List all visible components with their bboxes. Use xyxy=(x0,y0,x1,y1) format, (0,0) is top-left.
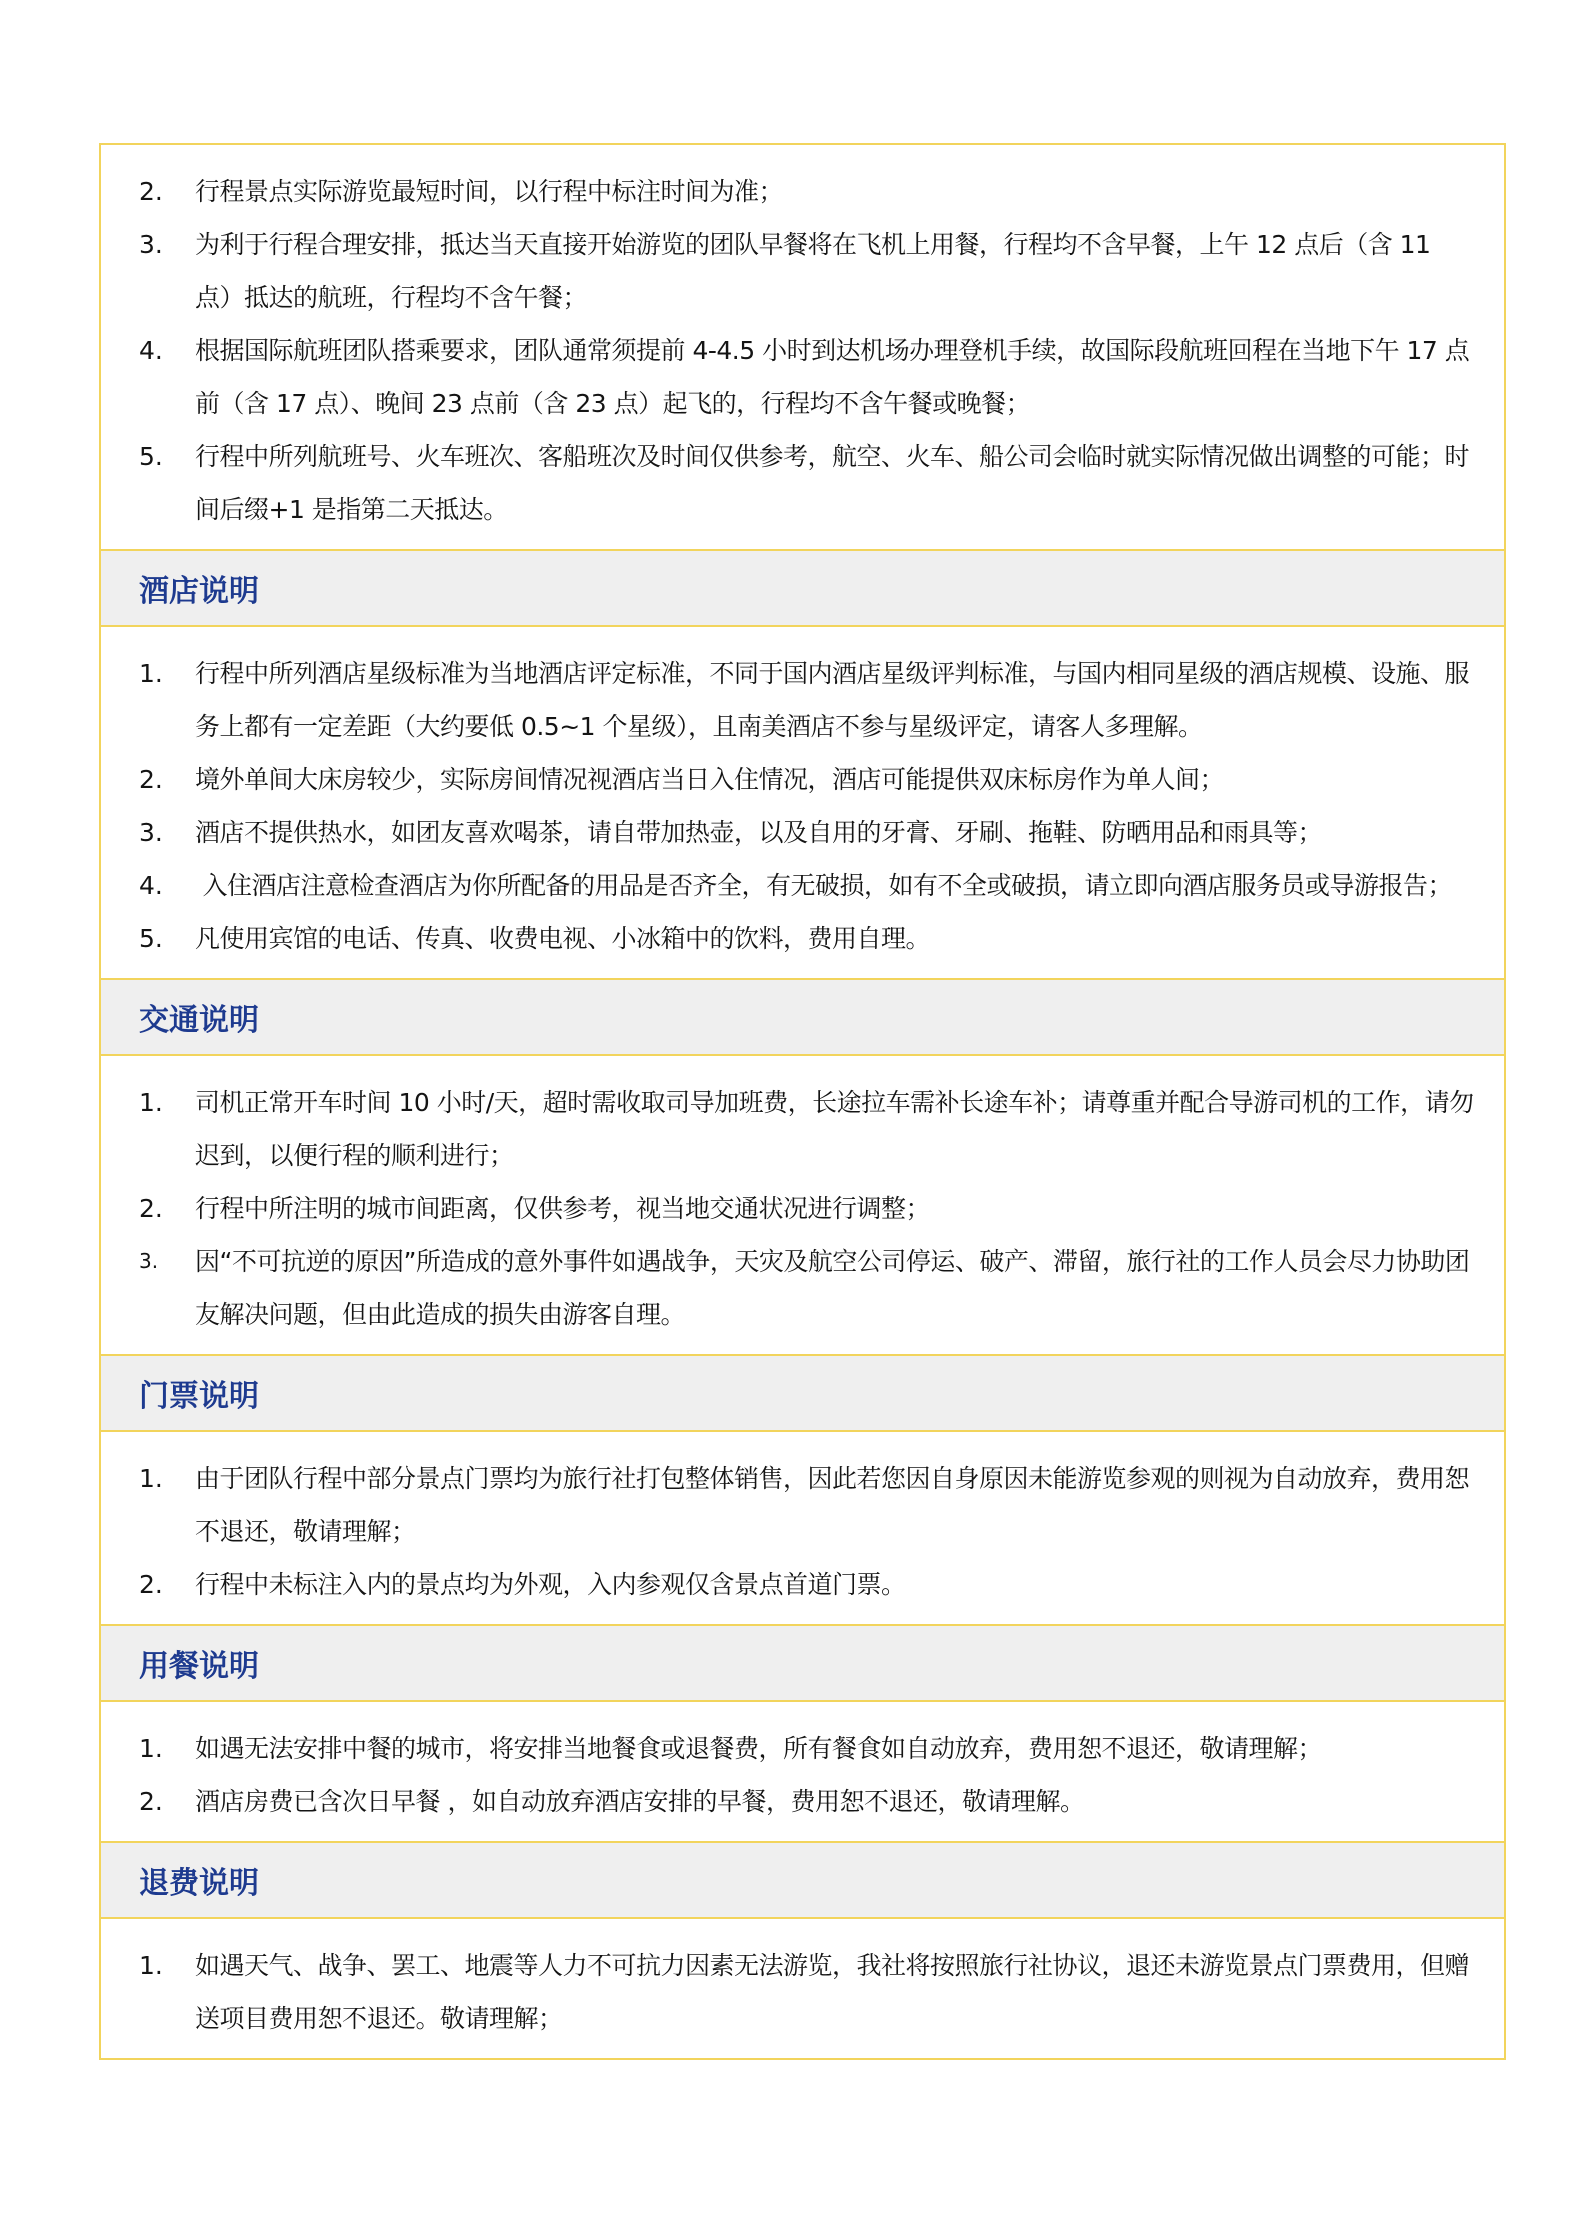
item-number: 3. xyxy=(139,1249,159,1273)
item-number: 4. xyxy=(139,871,163,900)
item-text: 行程中未标注入内的景点均为外观，入内参观仅含景点首道门票。 xyxy=(195,1570,906,1599)
refund-notes-body xyxy=(101,1919,1504,2058)
hotel-notes-body xyxy=(101,627,1504,980)
meal-notes-body xyxy=(101,1702,1504,1843)
list-item xyxy=(101,1452,1504,1558)
item-text: 行程中所注明的城市间距离，仅供参考，视当地交通状况进行调整； xyxy=(195,1194,931,1223)
notes-document xyxy=(99,143,1506,2060)
item-text: 为利于行程合理安排，抵达当天直接开始游览的团队早餐将在飞机上用餐，行程均不含早餐，上午 12 点后（含 11 点）抵达的航班，行程均不含午餐； xyxy=(195,230,1431,312)
list-item xyxy=(101,859,1504,912)
item-number: 2. xyxy=(139,1787,163,1816)
list-item xyxy=(101,1235,1504,1341)
item-text: 境外单间大床房较少，实际房间情况视酒店当日入住情况，酒店可能提供双床标房作为单人间； xyxy=(195,765,1225,794)
section-title: 用餐说明 xyxy=(139,1649,259,1684)
list-item xyxy=(101,647,1504,753)
item-text: 司机正常开车时间 10 小时/天，超时需收取司导加班费，长途拉车需补长途车补；请尊重并配合导游司机的工作，请勿迟到，以便行程的顺利进行； xyxy=(195,1088,1474,1170)
ticket-notes-body xyxy=(101,1432,1504,1626)
list-item xyxy=(101,1182,1504,1235)
section-header-transport xyxy=(101,980,1504,1056)
item-number: 1. xyxy=(139,1088,163,1117)
list-item xyxy=(101,1775,1504,1828)
item-number: 5. xyxy=(139,924,163,953)
list-item xyxy=(101,1722,1504,1775)
item-text: 如遇无法安排中餐的城市，将安排当地餐食或退餐费，所有餐食如自动放弃，费用恕不退还，敬请理解； xyxy=(195,1734,1323,1763)
item-number: 4. xyxy=(139,336,163,365)
item-text: 根据国际航班团队搭乘要求，团队通常须提前 4-4.5 小时到达机场办理登机手续，故国际段航班回程在当地下午 17 点前（含 17 点）、晚间 23 点前（含 23 点）起飞的，行程均不含午餐或晚餐； xyxy=(195,336,1470,418)
section-title: 交通说明 xyxy=(139,1003,259,1038)
item-number: 2. xyxy=(139,765,163,794)
list-item xyxy=(101,1558,1504,1611)
item-number: 2. xyxy=(139,177,163,206)
item-number: 1. xyxy=(139,659,163,688)
item-number: 1. xyxy=(139,1734,163,1763)
list-item xyxy=(101,324,1504,430)
list-item xyxy=(101,218,1504,324)
list-item xyxy=(101,1076,1504,1182)
item-text: 酒店不提供热水，如团友喜欢喝茶，请自带加热壶，以及自用的牙膏、牙刷、拖鞋、防晒用品和雨具等； xyxy=(195,818,1323,847)
itinerary-notes-body xyxy=(101,145,1504,551)
item-number: 2. xyxy=(139,1570,163,1599)
section-header-refund xyxy=(101,1843,1504,1919)
section-title: 酒店说明 xyxy=(139,574,259,609)
list-item xyxy=(101,430,1504,536)
item-number: 1. xyxy=(139,1464,163,1493)
list-item xyxy=(101,1939,1504,2045)
item-text: 凡使用宾馆的电话、传真、收费电视、小冰箱中的饮料，费用自理。 xyxy=(195,924,931,953)
section-header-hotel xyxy=(101,551,1504,627)
item-number: 2. xyxy=(139,1194,163,1223)
item-text: 行程中所列航班号、火车班次、客船班次及时间仅供参考，航空、火车、船公司会临时就实际情况做出调整的可能；时间后缀+1 是指第二天抵达。 xyxy=(195,442,1470,524)
section-header-meal xyxy=(101,1626,1504,1702)
list-item xyxy=(101,753,1504,806)
item-text: 入住酒店注意检查酒店为你所配备的用品是否齐全，有无破损，如有不全或破损，请立即向酒店服务员或导游报告； xyxy=(195,871,1452,900)
section-header-ticket xyxy=(101,1356,1504,1432)
list-item xyxy=(101,165,1504,218)
list-item xyxy=(101,912,1504,965)
item-text: 酒店房费已含次日早餐 ，如自动放弃酒店安排的早餐，费用恕不退还，敬请理解。 xyxy=(195,1787,1085,1816)
item-number: 5. xyxy=(139,442,163,471)
section-title: 退费说明 xyxy=(139,1866,259,1901)
transport-notes-body xyxy=(101,1056,1504,1356)
item-text: 因“不可抗逆的原因”所造成的意外事件如遇战争，天灾及航空公司停运、破产、滞留，旅行社的工作人员会尽力协助团友解决问题，但由此造成的损失由游客自理。 xyxy=(195,1247,1470,1329)
item-number: 3. xyxy=(139,818,163,847)
item-text: 行程中所列酒店星级标准为当地酒店评定标准，不同于国内酒店星级评判标准，与国内相同星级的酒店规模、设施、服务上都有一定差距（大约要低 0.5~1 个星级），且南美酒店不参与星级评定，请客人多理解。 xyxy=(195,659,1470,741)
item-number: 3. xyxy=(139,230,163,259)
section-title: 门票说明 xyxy=(139,1379,259,1414)
item-text: 行程景点实际游览最短时间，以行程中标注时间为准； xyxy=(195,177,784,206)
item-text: 如遇天气、战争、罢工、地震等人力不可抗力因素无法游览，我社将按照旅行社协议，退还未游览景点门票费用，但赠送项目费用恕不退还。敬请理解； xyxy=(195,1951,1470,2033)
item-number: 1. xyxy=(139,1951,163,1980)
list-item xyxy=(101,806,1504,859)
item-text: 由于团队行程中部分景点门票均为旅行社打包整体销售，因此若您因自身原因未能游览参观的则视为自动放弃，费用恕不退还，敬请理解； xyxy=(195,1464,1470,1546)
